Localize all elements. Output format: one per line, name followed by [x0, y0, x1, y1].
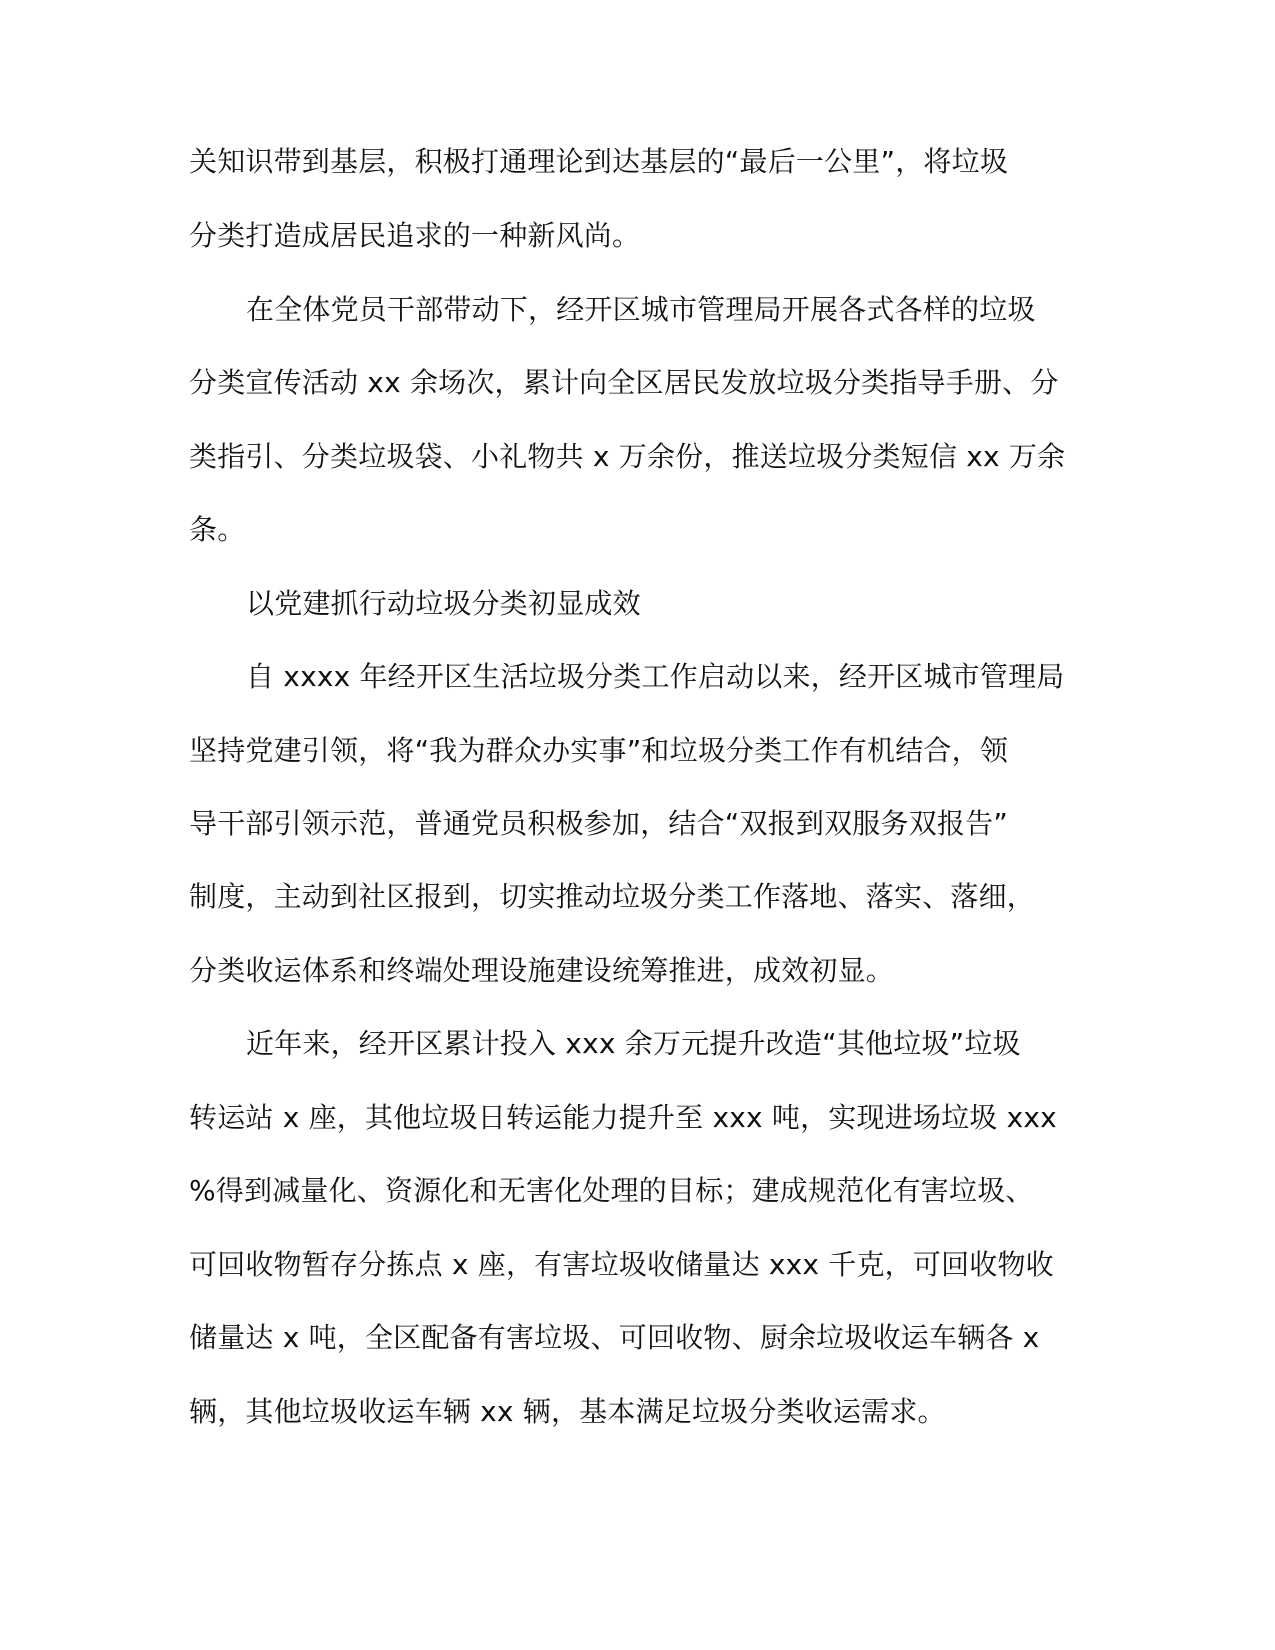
- text-line: 制度，主动到社区报到，切实推动垃圾分类工作落地、落实、落细，: [189, 880, 1036, 913]
- text-line: 分类打造成居民追求的一种新风尚。: [189, 219, 641, 252]
- paragraph-start-line: 在全体党员干部带动下，经开区城市管理局开展各式各样的垃圾: [246, 293, 1036, 326]
- text-line: 储量达 x 吨，全区配备有害垃圾、可回收物、厨余垃圾收运车辆各 x: [189, 1321, 1040, 1354]
- paragraph-start-line: 近年来，经开区累计投入 xxx 余万元提升改造“其他垃圾”垃圾: [246, 1027, 1021, 1060]
- text-line: 可回收物暂存分拣点 x 座，有害垃圾收储量达 xxx 千克，可回收物收: [189, 1248, 1054, 1281]
- text-line: 导干部引领示范，普通党员积极参加，结合“双报到双服务双报告”: [189, 807, 1009, 840]
- paragraph-start-line: 自 xxxx 年经开区生活垃圾分类工作启动以来，经开区城市管理局: [246, 660, 1065, 693]
- text-line: 分类宣传活动 xx 余场次，累计向全区居民发放垃圾分类指导手册、分: [189, 366, 1059, 399]
- text-line: 分类收运体系和终端处理设施建设统筹推进，成效初显。: [189, 954, 895, 987]
- text-line: %得到减量化、资源化和无害化处理的目标；建成规范化有害垃圾、: [189, 1174, 1034, 1207]
- text-line: 条。: [189, 513, 246, 546]
- text-line: 辆，其他垃圾收运车辆 xx 辆，基本满足垃圾分类收运需求。: [189, 1395, 946, 1428]
- text-line: 坚持党建引领，将“我为群众办实事”和垃圾分类工作有机结合，领: [189, 734, 1009, 767]
- text-line: 关知识带到基层，积极打通理论到达基层的“最后一公里”，将垃圾: [189, 145, 1009, 178]
- text-line: 类指引、分类垃圾袋、小礼物共 x 万余份，推送垃圾分类短信 xx 万余: [189, 440, 1066, 473]
- section-heading: 以党建抓行动垃圾分类初显成效: [246, 587, 641, 620]
- text-line: 转运站 x 座，其他垃圾日转运能力提升至 xxx 吨，实现进场垃圾 xxx: [189, 1101, 1057, 1134]
